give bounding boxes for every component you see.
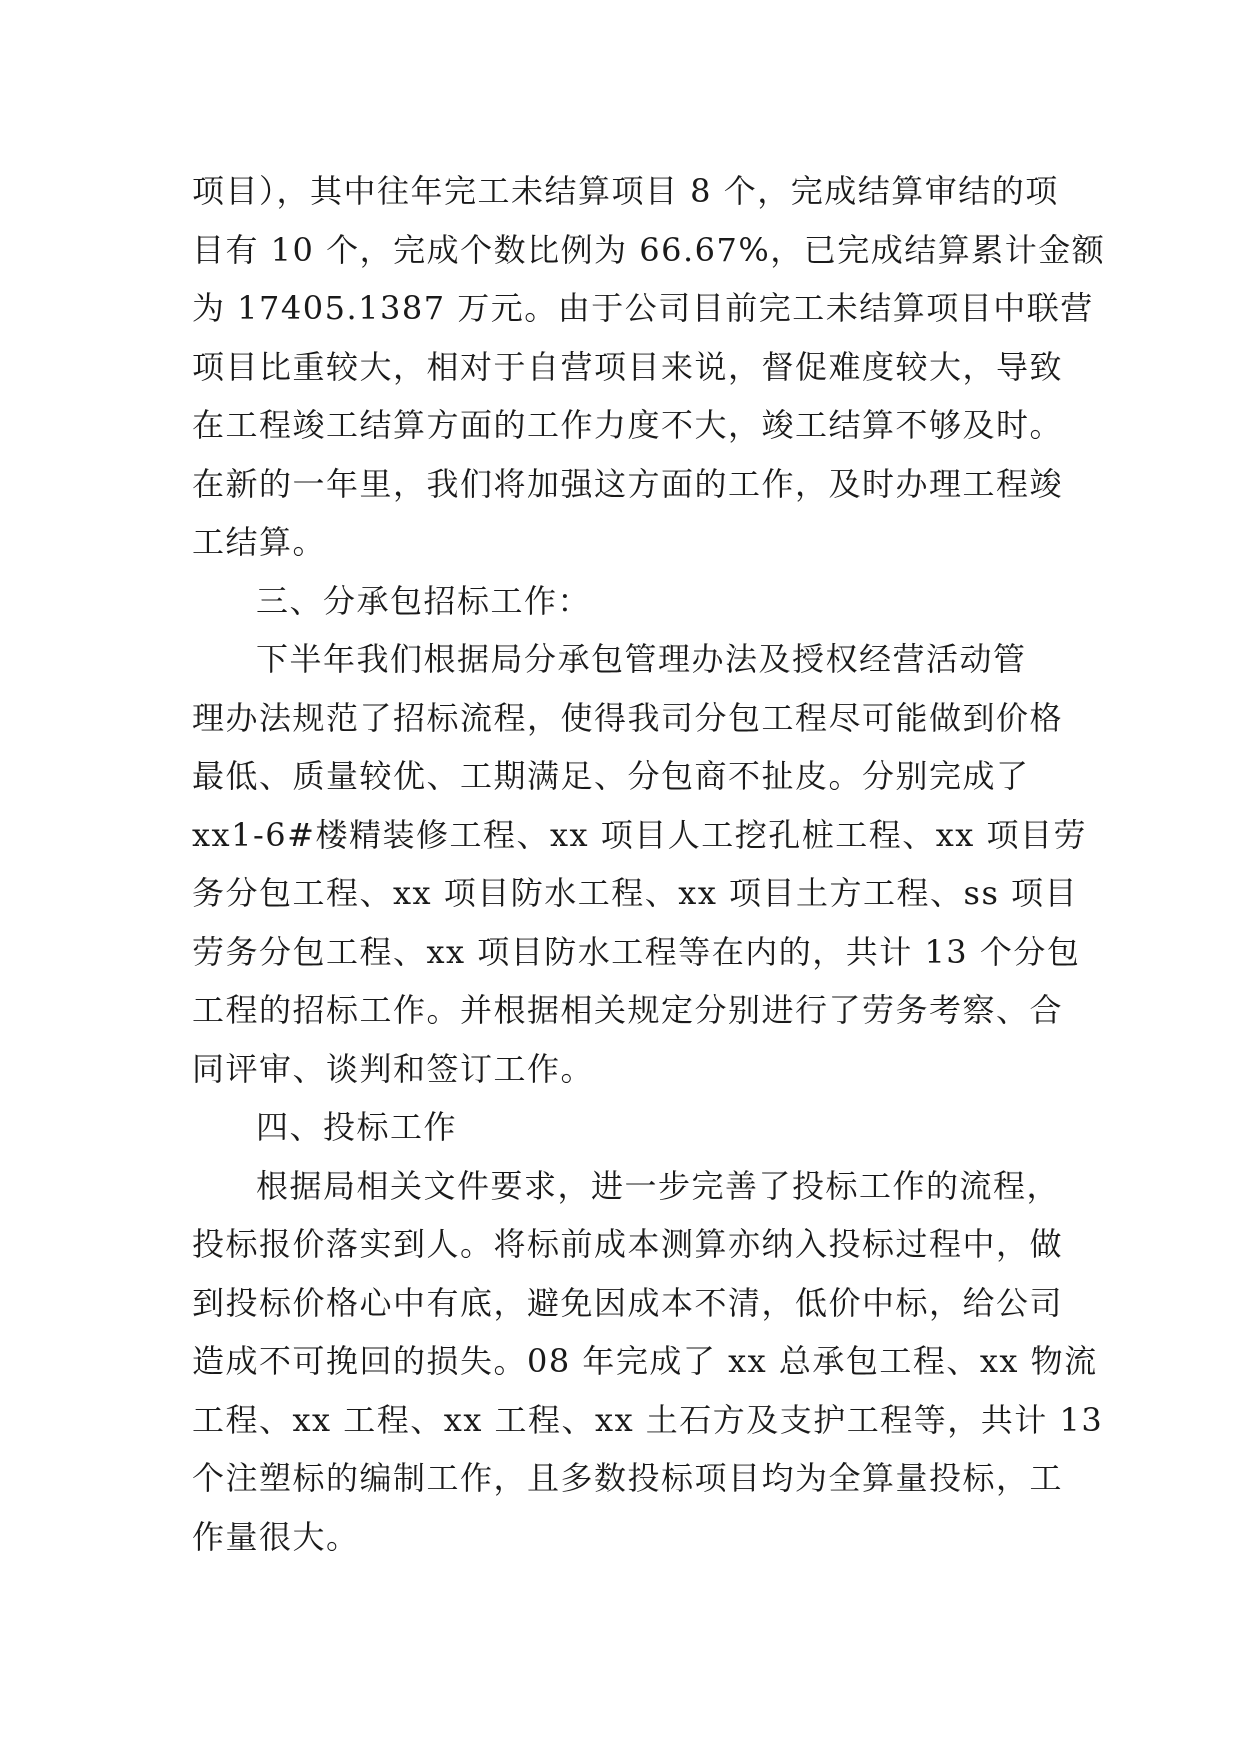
text-line: 根据局相关文件要求，进一步完善了投标工作的流程， [256,1166,1061,1205]
text-line: 在新的一年里，我们将加强这方面的工作，及时办理工程竣 [192,464,1064,503]
text-line: 为 17405.1387 万元。由于公司目前完工未结算项目中联营 [192,289,1094,327]
section-heading: 四、投标工作 [256,1108,458,1146]
text-line: 下半年我们根据局分承包管理办法及授权经营活动管 [256,640,1027,678]
text-line: 劳务分包工程、xx 项目防水工程等在内的，共计 13 个分包 [192,932,1081,971]
text-line: 最低、质量较优、工期满足、分包商不扯皮。分别完成了 [192,757,1030,795]
text-line: 项目），其中往年完工未结算项目 8 个，完成结算审结的项 [192,172,1059,210]
text-line: 目有 10 个，完成个数比例为 66.67%，已完成结算累计金额 [192,230,1106,269]
text-line: 理办法规范了招标流程，使得我司分包工程尽可能做到价格 [192,698,1064,737]
document-body [192,162,1106,1566]
text-line: 工程、xx 工程、xx 工程、xx 土石方及支护工程等，共计 13 [192,1400,1104,1439]
text-line: 工结算。 [192,523,327,561]
text-line: 工程的招标工作。并根据相关规定分别进行了劳务考察、合 [192,991,1064,1029]
text-line: 作量很大。 [192,1517,360,1556]
text-line: 在工程竣工结算方面的工作力度不大，竣工结算不够及时。 [192,406,1064,444]
text-line: 个注塑标的编制工作，且多数投标项目均为全算量投标，工 [192,1459,1064,1497]
text-line: 投标报价落实到人。将标前成本测算亦纳入投标过程中，做 [192,1225,1064,1263]
text-line: xx1-6#楼精装修工程、xx 项目人工挖孔桩工程、xx 项目劳 [192,815,1087,854]
text-line: 务分包工程、xx 项目防水工程、xx 项目土方工程、ss 项目 [192,874,1079,912]
text-line: 造成不可挽回的损失。08 年完成了 xx 总承包工程、xx 物流 [192,1342,1098,1380]
text-line: 到投标价格心中有底，避免因成本不清，低价中标，给公司 [192,1283,1064,1322]
text-line: 同评审、谈判和签订工作。 [192,1049,595,1088]
text-line: 项目比重较大，相对于自营项目来说，督促难度较大，导致 [192,347,1064,386]
section-heading: 三、分承包招标工作： [256,581,592,620]
